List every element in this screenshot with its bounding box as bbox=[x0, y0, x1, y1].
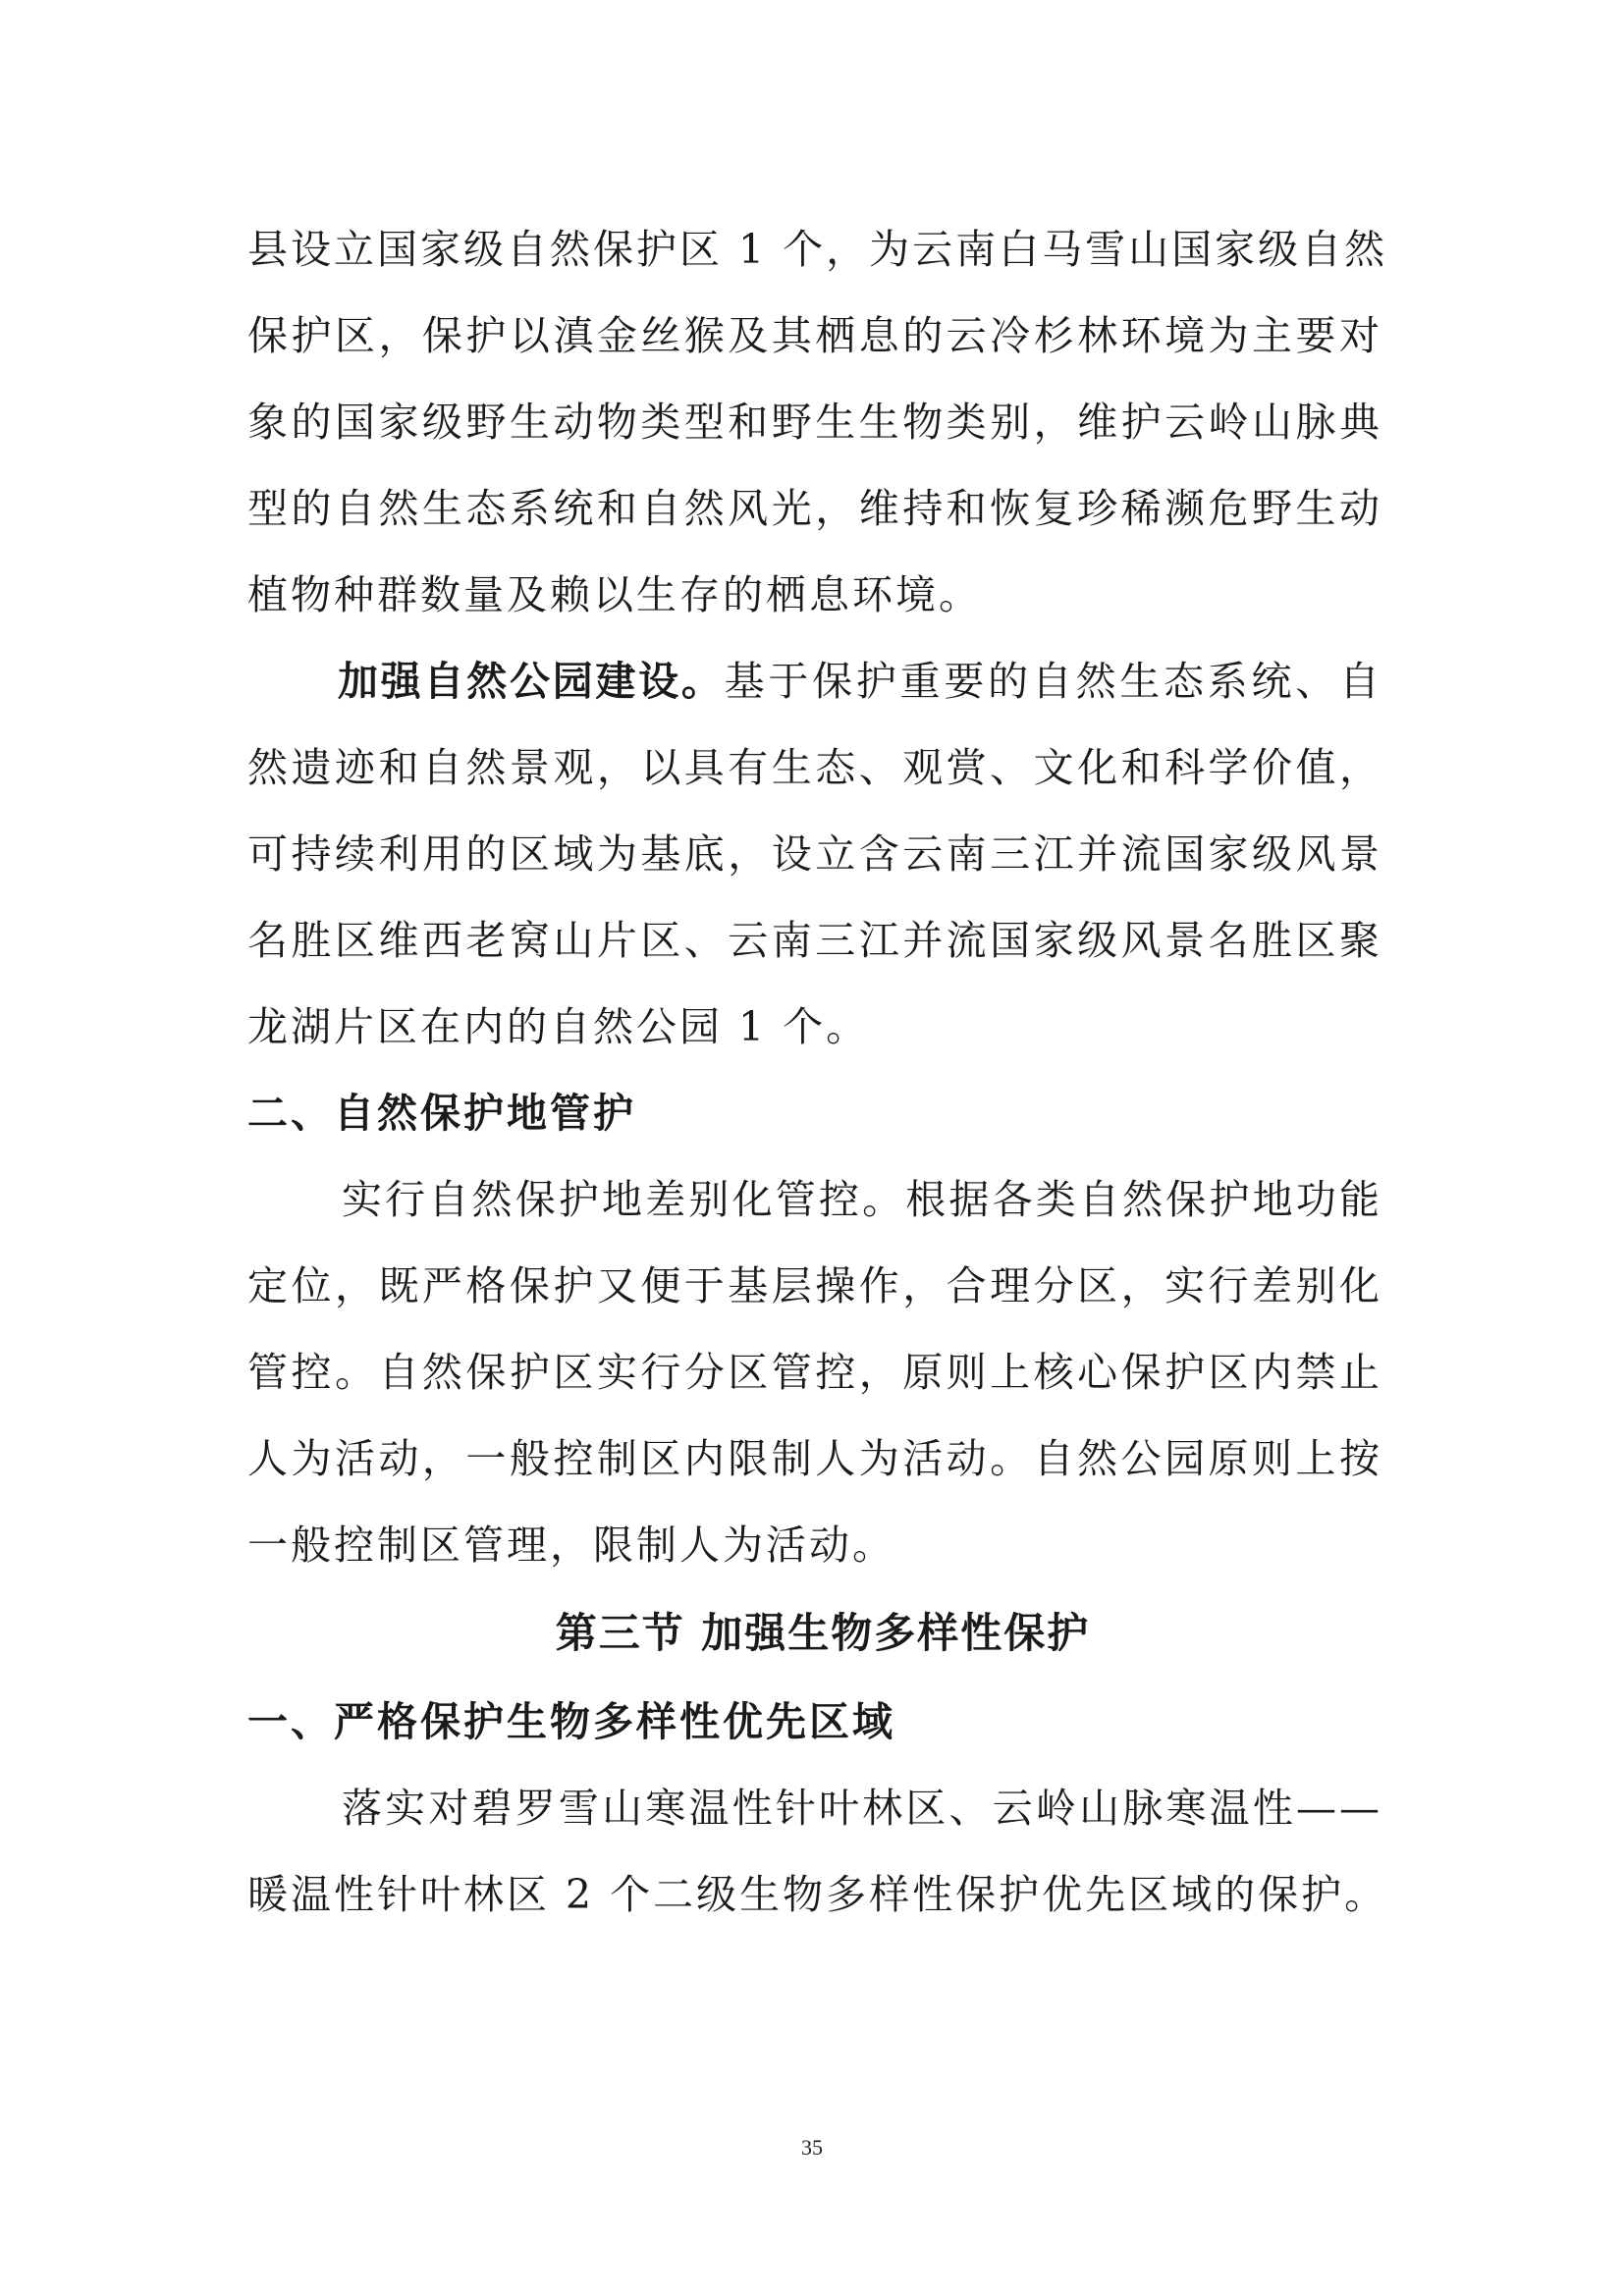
paragraph-priority-areas bbox=[247, 1765, 1388, 1938]
page-number: 35 bbox=[801, 2135, 823, 2160]
text-line: 管控。自然保护区实行分区管控，原则上核心保护区内禁止 bbox=[247, 1349, 1382, 1396]
text-line: 然遗迹和自然景观，以具有生态、观赏、文化和科学价值， bbox=[247, 744, 1382, 791]
heading-biodiversity-priority-areas: 一、严格保护生物多样性优先区域 bbox=[247, 1698, 895, 1745]
text-line bbox=[247, 638, 1382, 724]
text-line: 龙湖片区在内的自然公园 1 个。 bbox=[247, 1003, 870, 1050]
paragraph-differentiated-control bbox=[247, 1156, 1382, 1588]
heading-protected-area-management: 二、自然保护地管护 bbox=[247, 1090, 636, 1137]
text-line: 可持续利用的区域为基底，设立含云南三江并流国家级风景 bbox=[247, 830, 1382, 878]
bold-lead-phrase: 加强自然公园建设。 bbox=[338, 658, 725, 705]
text-line: 暖温性针叶林区 2 个二级生物多样性保护优先区域的保护。 bbox=[247, 1871, 1388, 1918]
paragraph-nature-reserve bbox=[247, 206, 1388, 638]
text-line: 名胜区维西老窝山片区、云南三江并流国家级风景名胜区聚 bbox=[247, 917, 1382, 964]
text-span: 基于保护重要的自然生态系统、自 bbox=[724, 658, 1383, 705]
section-title: 第三节 加强生物多样性保护 bbox=[555, 1609, 1091, 1657]
text-line: 落实对碧罗雪山寒温性针叶林区、云岭山脉寒温性—— bbox=[342, 1785, 1382, 1832]
paragraph-nature-park bbox=[247, 638, 1382, 1070]
text-line: 保护区，保护以滇金丝猴及其栖息的云冷杉林环境为主要对 bbox=[247, 312, 1382, 359]
text-line: 象的国家级野生动物类型和野生生物类别，维护云岭山脉典 bbox=[247, 399, 1382, 446]
page-body bbox=[247, 206, 1388, 1938]
text-line: 县设立国家级自然保护区 1 个，为云南白马雪山国家级自然 bbox=[247, 226, 1388, 273]
text-line: 人为活动，一般控制区内限制人为活动。自然公园原则上按 bbox=[247, 1435, 1382, 1482]
text-line: 型的自然生态系统和自然风光，维持和恢复珍稀濒危野生动 bbox=[247, 485, 1382, 532]
text-line: 植物种群数量及赖以生存的栖息环境。 bbox=[247, 571, 982, 618]
text-line: 定位，既严格保护又便于基层操作，合理分区，实行差别化 bbox=[247, 1262, 1382, 1309]
text-line: 实行自然保护地差别化管控。根据各类自然保护地功能 bbox=[342, 1176, 1382, 1223]
text-line: 一般控制区管理，限制人为活动。 bbox=[247, 1522, 895, 1569]
